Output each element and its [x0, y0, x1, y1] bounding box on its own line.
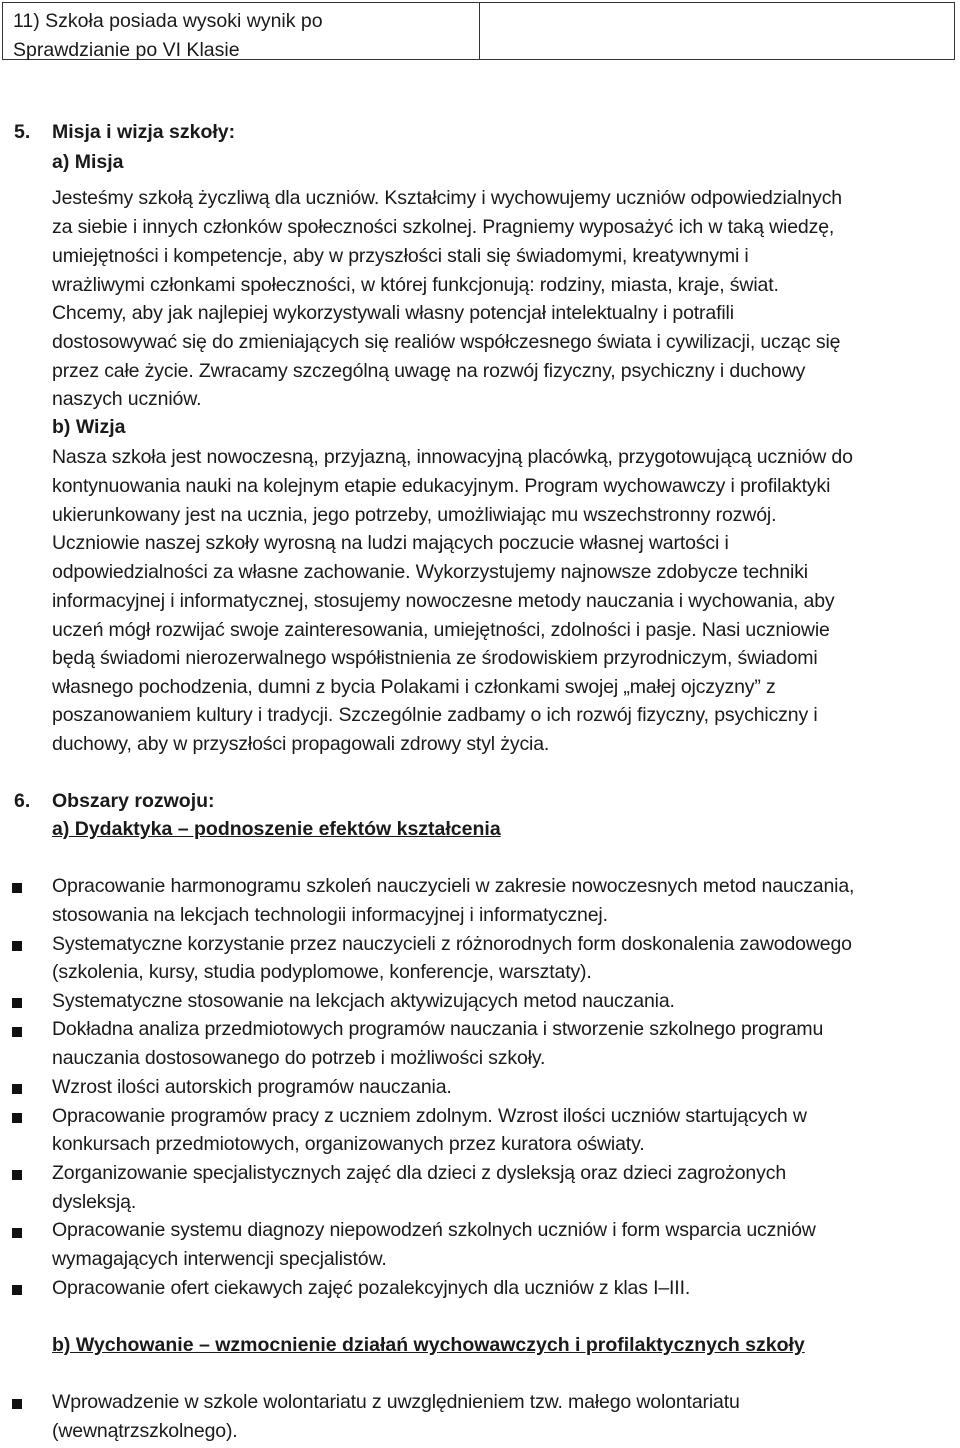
square-bullet-icon — [12, 1027, 22, 1037]
list-item: Wprowadzenie w szkole wolontariatu z uwzględnieniem tzw. małego wolontariatu — [52, 1391, 740, 1413]
section-6-heading: Obszary rozwoju: — [52, 790, 215, 812]
paragraph-line: dostosowywać się do zmieniających się realiów współczesnego świata i cywilizacji, ucząc się — [52, 331, 841, 353]
list-item-continuation: dysleksją. — [52, 1191, 137, 1213]
square-bullet-icon — [12, 941, 22, 951]
square-bullet-icon — [12, 998, 22, 1008]
list-item: Opracowanie programów pracy z uczniem zdolnym. Wzrost ilości uczniów startujących w — [52, 1105, 807, 1127]
square-bullet-icon — [12, 1228, 22, 1238]
list-item: Zorganizowanie specjalistycznych zajęć dla dzieci z dysleksją oraz dzieci zagrożonych — [52, 1162, 787, 1184]
paragraph-line: wrażliwymi członkami społeczności, w której funkcjonują: rodziny, miasta, kraje, świat. — [52, 274, 779, 296]
section-5-heading: Misja i wizja szkoły: — [52, 121, 236, 143]
list-item: Wzrost ilości autorskich programów nauczania. — [52, 1076, 452, 1098]
paragraph-line: będą świadomi nierozerwalnego współistnienia ze środowiskiem przyrodniczym, świadomi — [52, 647, 818, 669]
paragraph-line: informacyjnej i informatycznej, stosujemy nowoczesne metody nauczania i wychowania, aby — [52, 590, 835, 612]
list-item: Dokładna analiza przedmiotowych programów nauczania i stworzenie szkolnego programu — [52, 1018, 824, 1040]
list-item-continuation: nauczania dostosowanego do potrzeb i możliwości szkoły. — [52, 1047, 546, 1069]
square-bullet-icon — [12, 1170, 22, 1180]
paragraph-line: uczeń mógł rozwijać swoje zainteresowania, umiejętności, zdolności i pasje. Nasi uczniowie — [52, 619, 830, 641]
paragraph-line: Chcemy, aby jak najlepiej wykorzystywali własny potencjał intelektualny i potrafili — [52, 302, 734, 324]
list-item-continuation: (wewnątrzszkolnego). — [52, 1420, 238, 1442]
paragraph-line: Nasza szkoła jest nowoczesną, przyjazną, innowacyjną placówką, przygotowującą uczniów do — [52, 446, 853, 468]
wizja-heading: b) Wizja — [52, 416, 126, 438]
table-row — [2, 2, 955, 60]
list-item-continuation: konkursach przedmiotowych, organizowanych przez kuratora oświaty. — [52, 1133, 645, 1155]
square-bullet-icon — [12, 1285, 22, 1295]
paragraph-line: umiejętności i kompetencje, aby w przyszłości stali się świadomymi, kreatywnymi i — [52, 245, 749, 267]
section-5-number: 5. — [14, 121, 31, 143]
criterion-line-2: Sprawdzianie po VI Klasie — [13, 39, 240, 61]
square-bullet-icon — [12, 1399, 22, 1409]
list-item: Systematyczne korzystanie przez nauczycieli z różnorodnych form doskonalenia zawodowego — [52, 933, 852, 955]
paragraph-line: przez całe życie. Zwracamy szczególną uwagę na rozwój fizyczny, psychiczny i duchowy — [52, 360, 806, 382]
paragraph-line: Uczniowie naszej szkoły wyrosną na ludzi mających poczucie własnej wartości i — [52, 532, 729, 554]
list-item-continuation: (szkolenia, kursy, studia podyplomowe, konferencje, warsztaty). — [52, 961, 592, 983]
paragraph-line: odpowiedzialności za własne zachowanie. Wykorzystujemy najnowsze zdobycze techniki — [52, 561, 808, 583]
table-cell-criterion — [3, 3, 480, 59]
criterion-line-1: 11) Szkoła posiada wysoki wynik po — [13, 10, 323, 32]
paragraph-line: duchowy, aby w przyszłości propagowali zdrowy styl życia. — [52, 733, 550, 755]
paragraph-line: kontynuowania nauki na kolejnym etapie edukacyjnym. Program wychowawczy i profilaktyki — [52, 475, 831, 497]
paragraph-line: własnego pochodzenia, dumni z bycia Polakami i członkami swojej „małej ojczyzny” z — [52, 676, 776, 698]
paragraph-line: ukierunkowany jest na ucznia, jego potrzeby, umożliwiając mu wszechstronny rozwój. — [52, 504, 777, 526]
square-bullet-icon — [12, 1084, 22, 1094]
paragraph-line: za siebie i innych członków społeczności szkolnej. Pragniemy wyposażyć ich w taką wiedzę, — [52, 216, 835, 238]
dydaktyka-heading: a) Dydaktyka – podnoszenie efektów kształcenia — [52, 818, 501, 840]
section-6-number: 6. — [14, 790, 31, 812]
paragraph-line: Jesteśmy szkołą życzliwą dla uczniów. Kształcimy i wychowujemy uczniów odpowiedzialnych — [52, 187, 843, 209]
table-cell-empty — [480, 3, 954, 59]
list-item-continuation: wymagających interwencji specjalistów. — [52, 1248, 387, 1270]
list-item: Opracowanie ofert ciekawych zajęć pozalekcyjnych dla uczniów z klas I–III. — [52, 1277, 691, 1299]
list-item: Opracowanie systemu diagnozy niepowodzeń szkolnych uczniów i form wsparcia uczniów — [52, 1219, 816, 1241]
square-bullet-icon — [12, 1113, 22, 1123]
misja-heading: a) Misja — [52, 151, 124, 173]
list-item: Systematyczne stosowanie na lekcjach aktywizujących metod nauczania. — [52, 990, 675, 1012]
list-item: Opracowanie harmonogramu szkoleń nauczycieli w zakresie nowoczesnych metod nauczania, — [52, 875, 855, 897]
list-item-continuation: stosowania na lekcjach technologii informacyjnej i informatycznej. — [52, 904, 608, 926]
wychowanie-heading: b) Wychowanie – wzmocnienie działań wychowawczych i profilaktycznych szkoły — [52, 1334, 805, 1356]
square-bullet-icon — [12, 883, 22, 893]
paragraph-line: naszych uczniów. — [52, 388, 202, 410]
paragraph-line: poszanowaniem kultury i tradycji. Szczególnie zadbamy o ich rozwój fizyczny, psychiczny i — [52, 704, 818, 726]
